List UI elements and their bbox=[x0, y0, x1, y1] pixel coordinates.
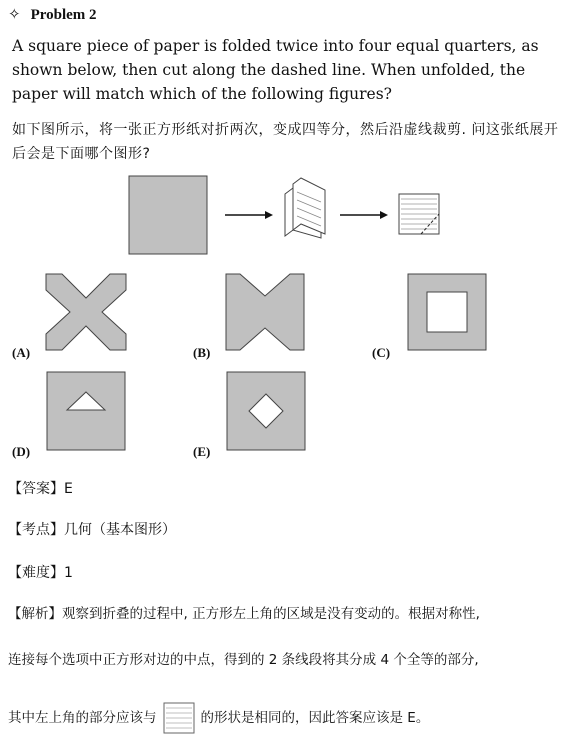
option-d-label[interactable]: (D) bbox=[12, 444, 31, 459]
folded-paper-icon bbox=[285, 178, 325, 238]
difficulty-label: 【难度】 bbox=[8, 565, 64, 581]
option-c-figure[interactable] bbox=[406, 272, 488, 352]
problem-title bbox=[8, 5, 97, 24]
analysis-text-1: 观察到折叠的过程中, 正方形左上角的区域是没有变动的。根据对称性, bbox=[62, 606, 480, 622]
option-c-label[interactable]: (C) bbox=[372, 345, 391, 360]
option-a-label[interactable]: (A) bbox=[12, 345, 31, 360]
option-e-figure[interactable] bbox=[225, 370, 307, 452]
answer-value: E bbox=[64, 481, 73, 497]
analysis-text-3a: 其中左上角的部分应该与 bbox=[8, 710, 157, 726]
right-arrow-icon bbox=[225, 211, 273, 219]
difficulty-value: 1 bbox=[64, 565, 73, 581]
analysis-label: 【解析】 bbox=[8, 606, 62, 622]
analysis-line-3 bbox=[8, 702, 429, 734]
unfolded-square bbox=[129, 176, 207, 254]
difficulty-row bbox=[8, 562, 73, 582]
analysis-line-2: 连接每个选项中正方形对边的中点，得到的 2 条线段将其分成 4 个全等的部分, bbox=[8, 652, 479, 668]
option-e-label[interactable]: (E) bbox=[193, 444, 211, 459]
folding-process-figure bbox=[125, 174, 445, 256]
analysis-text-3b: 的形状是相同的，因此答案应该是 E。 bbox=[200, 710, 430, 726]
right-arrow-icon bbox=[340, 211, 388, 219]
option-b-label[interactable]: (B) bbox=[193, 345, 211, 360]
folded-square-with-cut-line bbox=[399, 194, 439, 234]
answer-row bbox=[8, 478, 73, 498]
problem-statement-english: A square piece of paper is folded twice into four equal quarters, as shown below, then cut along the dashed line. When unfolded, the paper will match which of the following figures? bbox=[12, 37, 539, 103]
answer-label: 【答案】 bbox=[8, 481, 64, 497]
knowledge-point-label: 【考点】 bbox=[8, 522, 64, 538]
option-d-figure[interactable] bbox=[45, 370, 127, 452]
analysis-line-1 bbox=[8, 602, 480, 622]
problem-title-text: Problem 2 bbox=[30, 7, 97, 23]
sparkle-icon: ✧ bbox=[8, 7, 21, 23]
option-b-figure[interactable] bbox=[224, 272, 306, 352]
striped-square-icon bbox=[163, 702, 195, 734]
knowledge-point-value: 几何（基本图形） bbox=[64, 522, 176, 538]
knowledge-point-row bbox=[8, 519, 176, 539]
problem-statement-chinese: 如下图所示，将一张正方形纸对折两次，变成四等分，然后沿虚线裁剪. 问这张纸展开后会是下面哪个图形? bbox=[12, 122, 559, 162]
option-a-figure[interactable] bbox=[44, 272, 128, 352]
